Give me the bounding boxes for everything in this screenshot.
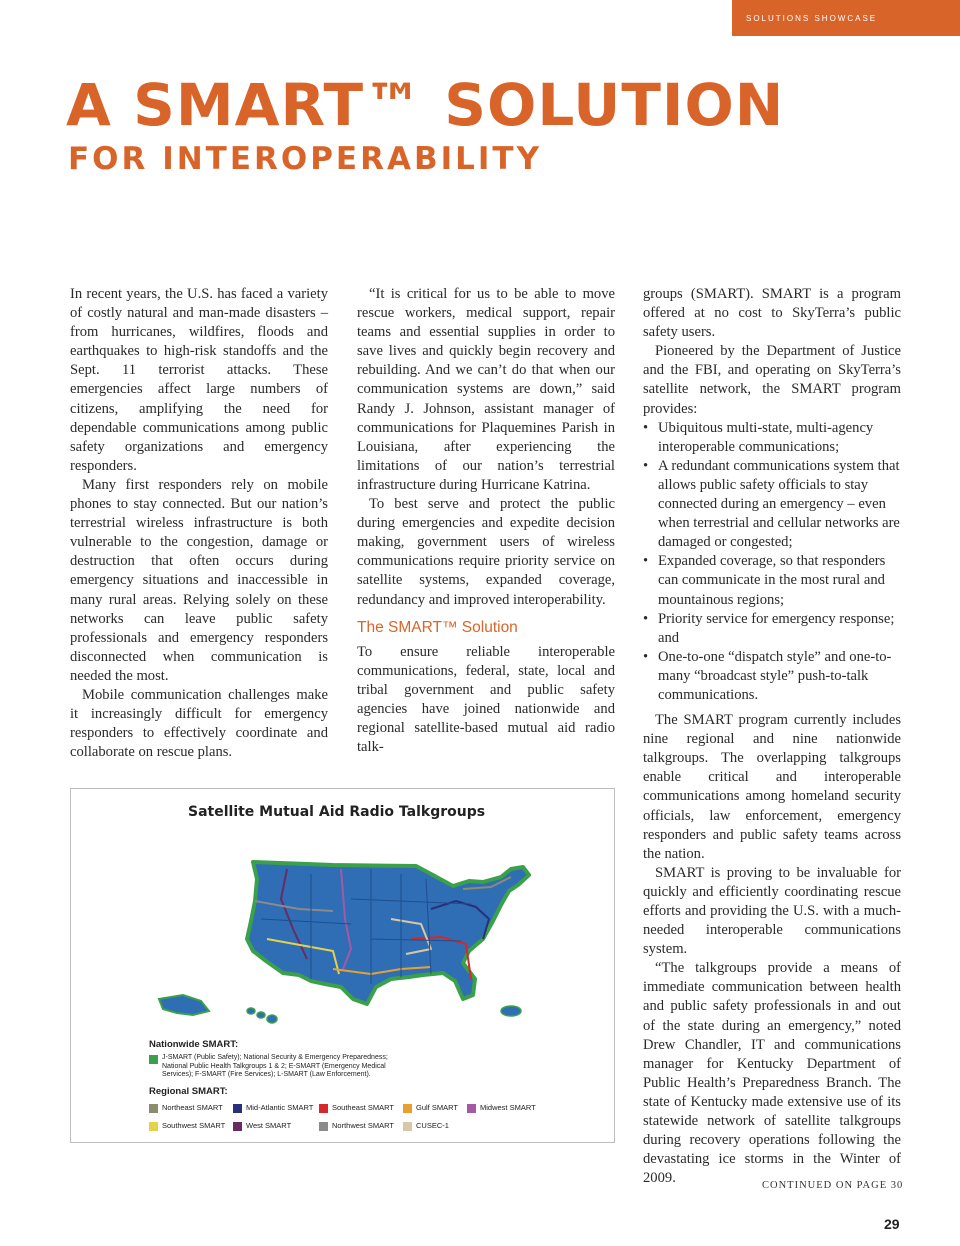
legend-item — [233, 1121, 319, 1131]
paragraph: SMART is proving to be invaluable for quickly and efficiently coordinating rescue efforts and providing the U.S. with a much-needed interoperable communications system. — [643, 864, 901, 958]
article-subtitle: FOR INTEROPERABILITY — [68, 141, 543, 177]
section-banner — [732, 0, 960, 36]
list-item: • One-to-one “dispatch style” and one-to-many “broadcast style” push-to-talk communications. — [643, 648, 901, 705]
paragraph: Pioneered by the Department of Justice and the FBI, and operating on SkyTerra’s satellite network, the SMART program provides: — [643, 343, 901, 417]
continued-note: CONTINUED ON PAGE 30 — [762, 1180, 904, 1191]
legend-swatch — [319, 1122, 328, 1131]
legend-swatch — [467, 1104, 476, 1113]
legend-label: Northeast SMART — [162, 1103, 223, 1112]
page-number: 29 — [884, 1216, 900, 1232]
legend-swatch — [149, 1055, 158, 1064]
talkgroups-figure — [70, 788, 615, 1143]
paragraph: “It is critical for us to be able to move rescue workers, medical support, repair teams and essential supplies in order to save lives and quickly begin recovery and rebuilding. And we can’t do that when our communication systems are down,” said Randy J. Johnson, assistant manager of communications for Plaquemines Parish in Louisiana, after experiencing the limitations of our nation’s terrestrial infrastructure during Hurricane Katrina. — [357, 286, 615, 493]
article-title: A SMART™ SOLUTION — [66, 71, 785, 139]
legend-swatch — [233, 1104, 242, 1113]
puerto-rico-shape — [501, 1006, 521, 1016]
legend-swatch — [233, 1122, 242, 1131]
legend-label: CUSEC-1 — [416, 1121, 449, 1130]
map-legend — [149, 1039, 609, 1131]
legend-regional-grid — [149, 1103, 609, 1131]
feature-list — [643, 419, 901, 705]
paragraph: To best serve and protect the public during emergencies and expedite decision making, government users of wireless communications require priority service on satellite systems, expanded coverage, redundancy and improved interoperability. — [357, 496, 615, 608]
legend-label: Mid-Atlantic SMART — [246, 1103, 314, 1112]
section-subhead: The SMART™ Solution — [357, 618, 518, 636]
legend-item — [233, 1103, 319, 1113]
legend-item — [467, 1103, 547, 1113]
legend-swatch — [149, 1122, 158, 1131]
legend-swatch — [403, 1104, 412, 1113]
column-3 — [643, 285, 901, 1188]
legend-label: Southwest SMART — [162, 1121, 226, 1130]
legend-item — [403, 1103, 467, 1113]
column-2 — [357, 285, 615, 757]
legend-nationwide-text: J-SMART (Public Safety); National Security & Emergency Preparedness; National Public Health Talkgroups 1 & 2; E-SMART (Emergency Medical Services); F-SMART (Fire Services); L-SMART (Law Enforcement). — [162, 1054, 388, 1078]
list-item: • Ubiquitous multi-state, multi-agency interoperable communications; — [643, 419, 901, 457]
legend-nationwide-heading: Nationwide SMART: — [149, 1039, 239, 1050]
paragraph: To ensure reliable interoperable communications, federal, state, local and tribal government and public safety agencies have joined nationwide and regional satellite-based mutual aid radio talk- — [357, 643, 615, 756]
list-item: • Priority service for emergency response; and — [643, 610, 901, 648]
paragraph: groups (SMART). SMART is a program offered at no cost to SkyTerra’s public safety users. — [643, 286, 901, 341]
legend-item — [403, 1121, 467, 1131]
paragraph: Mobile communication challenges make it increasingly difficult for emergency responders to effectively coordinate and collaborate on rescue plans. — [70, 686, 328, 761]
legend-label: Gulf SMART — [416, 1103, 458, 1112]
hawaii-shape — [247, 1008, 277, 1023]
paragraph: In recent years, the U.S. has faced a variety of costly natural and man-made disasters – from hurricanes, wildfires, floods and earthquakes to high-risk standoffs and the Sept. 11 terrorist attacks. These emergencies affect large numbers of citizens, amplifying the need for dependable communications among public safety organizations and emergency responders. — [70, 286, 328, 474]
legend-swatch — [403, 1122, 412, 1131]
us-map — [71, 829, 616, 1039]
paragraph: Many first responders rely on mobile phones to stay connected. But our nation’s terrestrial wireless infrastructure is both vulnerable to the congestion, damage or destruction that often occurs during emergency situations and inaccessible in many rural areas. Relying solely on these networks can leave public safety professionals and emergency responders disconnected when communication is needed the most. — [70, 476, 328, 684]
legend-label: Northwest SMART — [332, 1121, 394, 1130]
legend-regional-heading: Regional SMART: — [149, 1085, 228, 1097]
paragraph: “The talkgroups provide a means of immediate communication between health and public safety professionals in and out of the state during an emergency,” noted Drew Chandler, IT and communications manager for Kentucky Department of Public Health’s Preparedness Branch. The state of Kentucky made extensive use of its statewide network of satellite talkgroups during recovery operations following the devastating ice storms in the Winter of 2009. — [643, 960, 901, 1187]
section-label: SOLUTIONS SHOWCASE — [746, 13, 878, 23]
us-map-outline — [247, 862, 529, 1004]
legend-label: West SMART — [246, 1121, 292, 1130]
figure-title: Satellite Mutual Aid Radio Talkgroups — [188, 804, 486, 820]
column-1 — [70, 285, 328, 762]
list-item: • Expanded coverage, so that responders can communicate in the most rural and mountainous regions; — [643, 552, 901, 609]
legend-swatch — [319, 1104, 328, 1113]
list-item: • A redundant communications system that allows public safety officials to stay connected during an emergency – even when terrestrial and cellular networks are damaged or congested; — [643, 457, 901, 552]
legend-label: Southeast SMART — [332, 1103, 394, 1112]
legend-item — [149, 1103, 233, 1113]
legend-nationwide-row — [149, 1054, 609, 1080]
legend-item — [149, 1121, 233, 1131]
legend-swatch — [149, 1104, 158, 1113]
legend-item — [319, 1121, 403, 1131]
legend-label: Midwest SMART — [480, 1103, 536, 1112]
alaska-shape — [159, 995, 209, 1015]
legend-item — [319, 1103, 403, 1113]
paragraph: The SMART program currently includes nine regional and nine nationwide talkgroups. The overlapping talkgroups enable critical and interoperable communications among homeland security officials, law enforcement, emergency responders and public safety teams across the nation. — [643, 712, 901, 862]
